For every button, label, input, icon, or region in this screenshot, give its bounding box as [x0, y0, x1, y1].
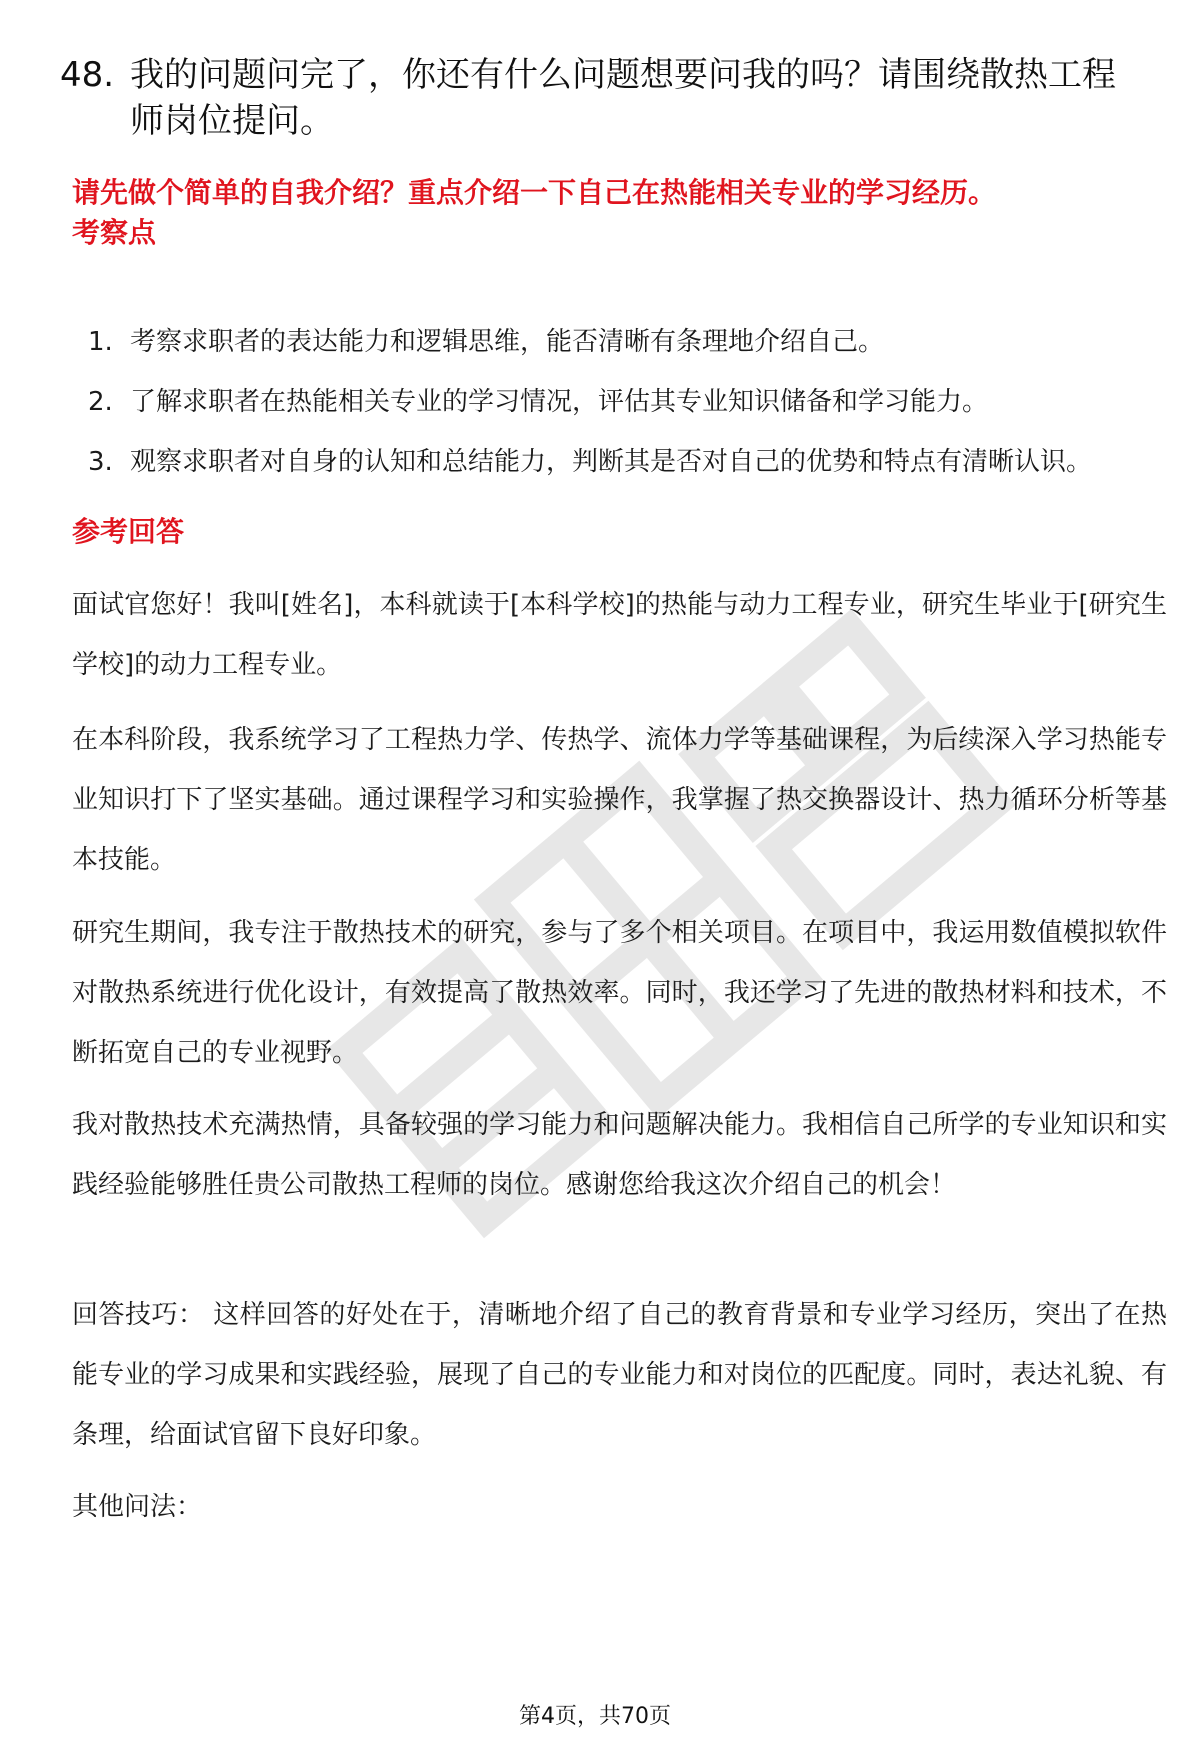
list-item-text: 了解求职者在热能相关专业的学习情况，评估其专业知识储备和学习能力。: [130, 387, 989, 417]
answer-paragraph: 面试官您好！我叫[姓名]，本科就读于[本科学校]的热能与动力工程专业，研究生毕业于[研究生学校]的动力工程专业。: [72, 590, 1167, 680]
answer-paragraph: 在本科阶段，我系统学习了工程热力学、传热学、流体力学等基础课程，为后续深入学习热能专业知识打下了坚实基础。通过课程学习和实验操作，我掌握了热交换器设计、热力循环分析等基本技能。: [72, 725, 1167, 875]
answer-paragraph: 我对散热技术充满热情，具备较强的学习能力和问题解决能力。我相信自己所学的专业知识和实践经验能够胜任贵公司散热工程师的岗位。感谢您给我这次介绍自己的机会！: [72, 1110, 1167, 1200]
list-item-text: 考察求职者的表达能力和逻辑思维，能否清晰有条理地介绍自己。: [130, 327, 885, 357]
list-item-number: 1.: [88, 327, 113, 357]
focus-points-list: [72, 312, 1172, 492]
focus-points-title: 考察点: [72, 216, 157, 249]
list-item-text: 观察求职者对自身的认知和总结能力，判断其是否对自己的优势和特点有清晰认识。: [130, 447, 1093, 477]
list-item: [72, 312, 1172, 372]
question-number: 48.: [60, 55, 115, 95]
page-footer: 第4页，共70页: [519, 1704, 671, 1729]
answer-paragraph: 研究生期间，我专注于散热技术的研究，参与了多个相关项目。在项目中，我运用数值模拟软件对散热系统进行优化设计，有效提高了散热效率。同时，我还学习了先进的散热材料和技术，不断拓宽自己的专业视野。: [72, 918, 1167, 1068]
list-item-number: 2.: [88, 387, 113, 417]
interview-question: 请先做个简单的自我介绍？重点介绍一下自己在热能相关专业的学习经历。: [72, 176, 997, 209]
other-ways-label: 其他问法：: [72, 1492, 203, 1522]
tips-paragraph: 回答技巧： 这样回答的好处在于，清晰地介绍了自己的教育背景和专业学习经历，突出了在热能专业的学习成果和实践经验，展现了自己的专业能力和对岗位的匹配度。同时，表达礼貌、有条理，给面试官留下良好印象。: [72, 1300, 1167, 1450]
list-item: [72, 432, 1172, 492]
question-heading: [60, 52, 1140, 144]
reference-answer-title: 参考回答: [72, 515, 185, 548]
list-item: [72, 372, 1172, 432]
question-text: 我的问题问完了，你还有什么问题想要问我的吗？请围绕散热工程师岗位提问。: [130, 55, 1116, 141]
list-item-number: 3.: [88, 447, 113, 477]
